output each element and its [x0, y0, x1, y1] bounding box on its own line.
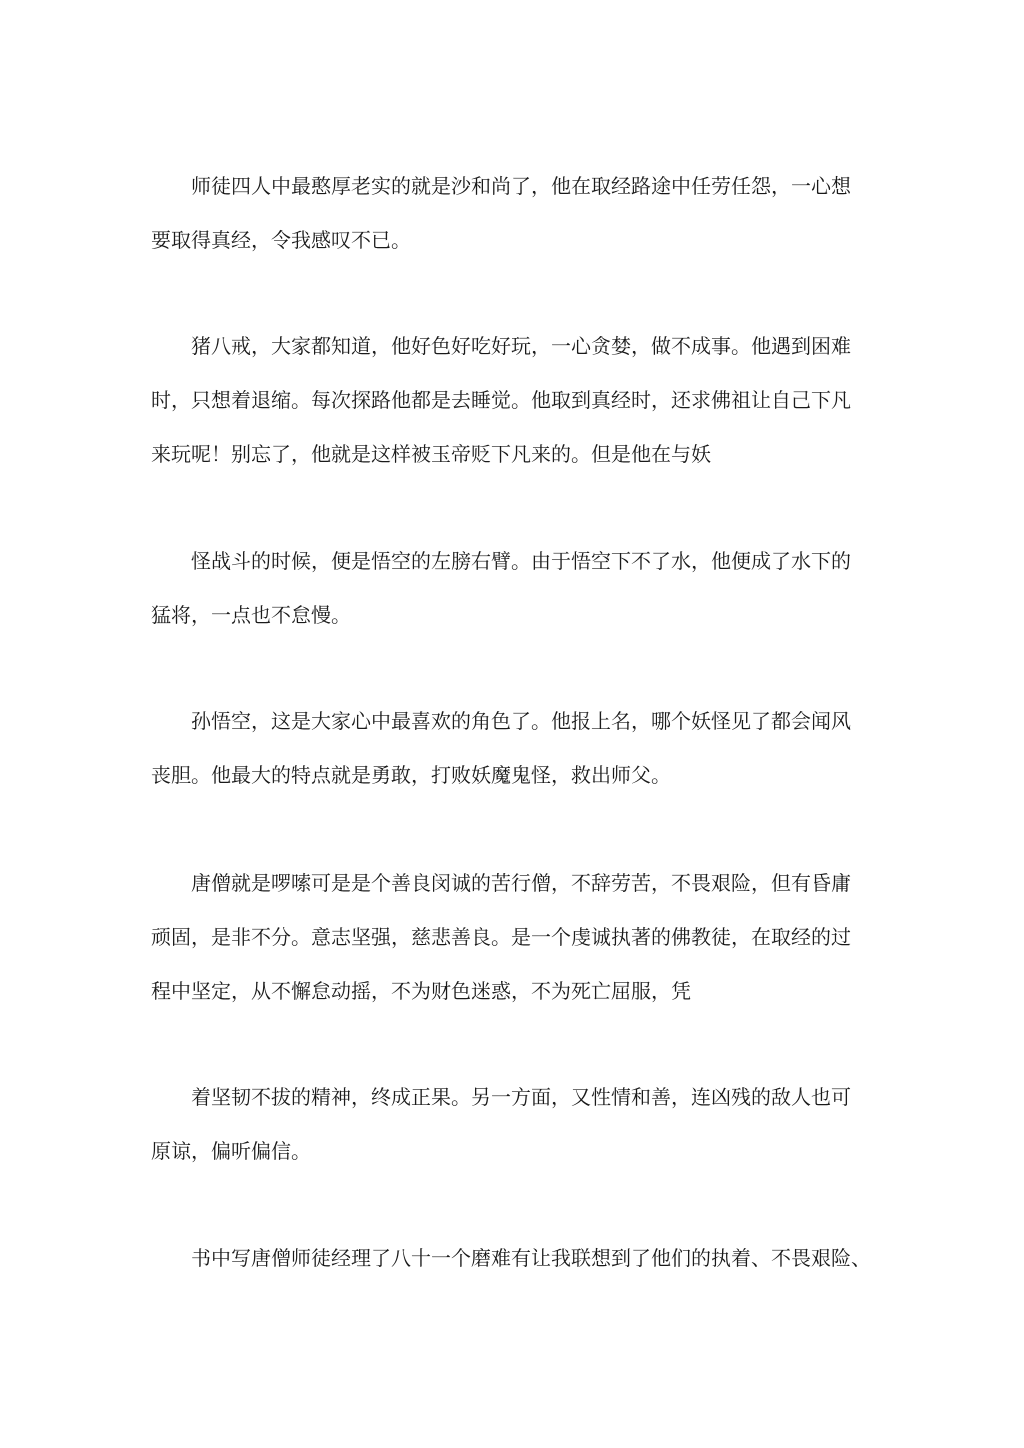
paragraph-tang-seng	[151, 856, 875, 1018]
paragraph-sun-wukong	[151, 694, 875, 802]
text-line: 书中写唐僧师徒经理了八十一个磨难有让我联想到了他们的执着、不畏艰险、	[191, 1246, 871, 1270]
text-line: 猪八戒，大家都知道，他好色好吃好玩，一心贪婪，做不成事。他遇到困难	[191, 334, 851, 358]
text-line: 孙悟空，这是大家心中最喜欢的角色了。他报上名，哪个妖怪见了都会闻风	[191, 709, 851, 733]
text-line: 要取得真经，令我感叹不已。	[151, 228, 411, 252]
text-line: 师徒四人中最憨厚老实的就是沙和尚了，他在取经路途中任劳任怨，一心想	[191, 174, 851, 198]
text-line: 丧胆。他最大的特点就是勇敢，打败妖魔鬼怪，救出师父。	[151, 763, 671, 787]
paragraph-tang-seng-continued	[151, 1070, 875, 1178]
text-line: 程中坚定，从不懈怠动摇，不为财色迷惑，不为死亡屈服，凭	[151, 979, 691, 1003]
paragraph-zhu-bajie-continued	[151, 534, 875, 642]
paragraph-sha-heshang	[151, 159, 875, 267]
text-line: 着坚韧不拔的精神，终成正果。另一方面，又性情和善，连凶残的敌人也可	[191, 1085, 851, 1109]
paragraph-zhu-bajie	[151, 319, 875, 481]
paragraph-book-summary	[151, 1231, 875, 1285]
text-line: 猛将，一点也不怠慢。	[151, 603, 351, 627]
text-line: 顽固，是非不分。意志坚强，慈悲善良。是一个虔诚执著的佛教徒，在取经的过	[151, 925, 851, 949]
text-line: 原谅，偏听偏信。	[151, 1139, 311, 1163]
text-line: 时，只想着退缩。每次探路他都是去睡觉。他取到真经时，还求佛祖让自己下凡	[151, 388, 851, 412]
text-line: 唐僧就是啰嗦可是是个善良闵诚的苦行僧，不辞劳苦，不畏艰险，但有昏庸	[191, 871, 851, 895]
text-line: 来玩呢！别忘了，他就是这样被玉帝贬下凡来的。但是他在与妖	[151, 442, 711, 466]
text-line: 怪战斗的时候，便是悟空的左膀右臂。由于悟空下不了水，他便成了水下的	[191, 549, 851, 573]
